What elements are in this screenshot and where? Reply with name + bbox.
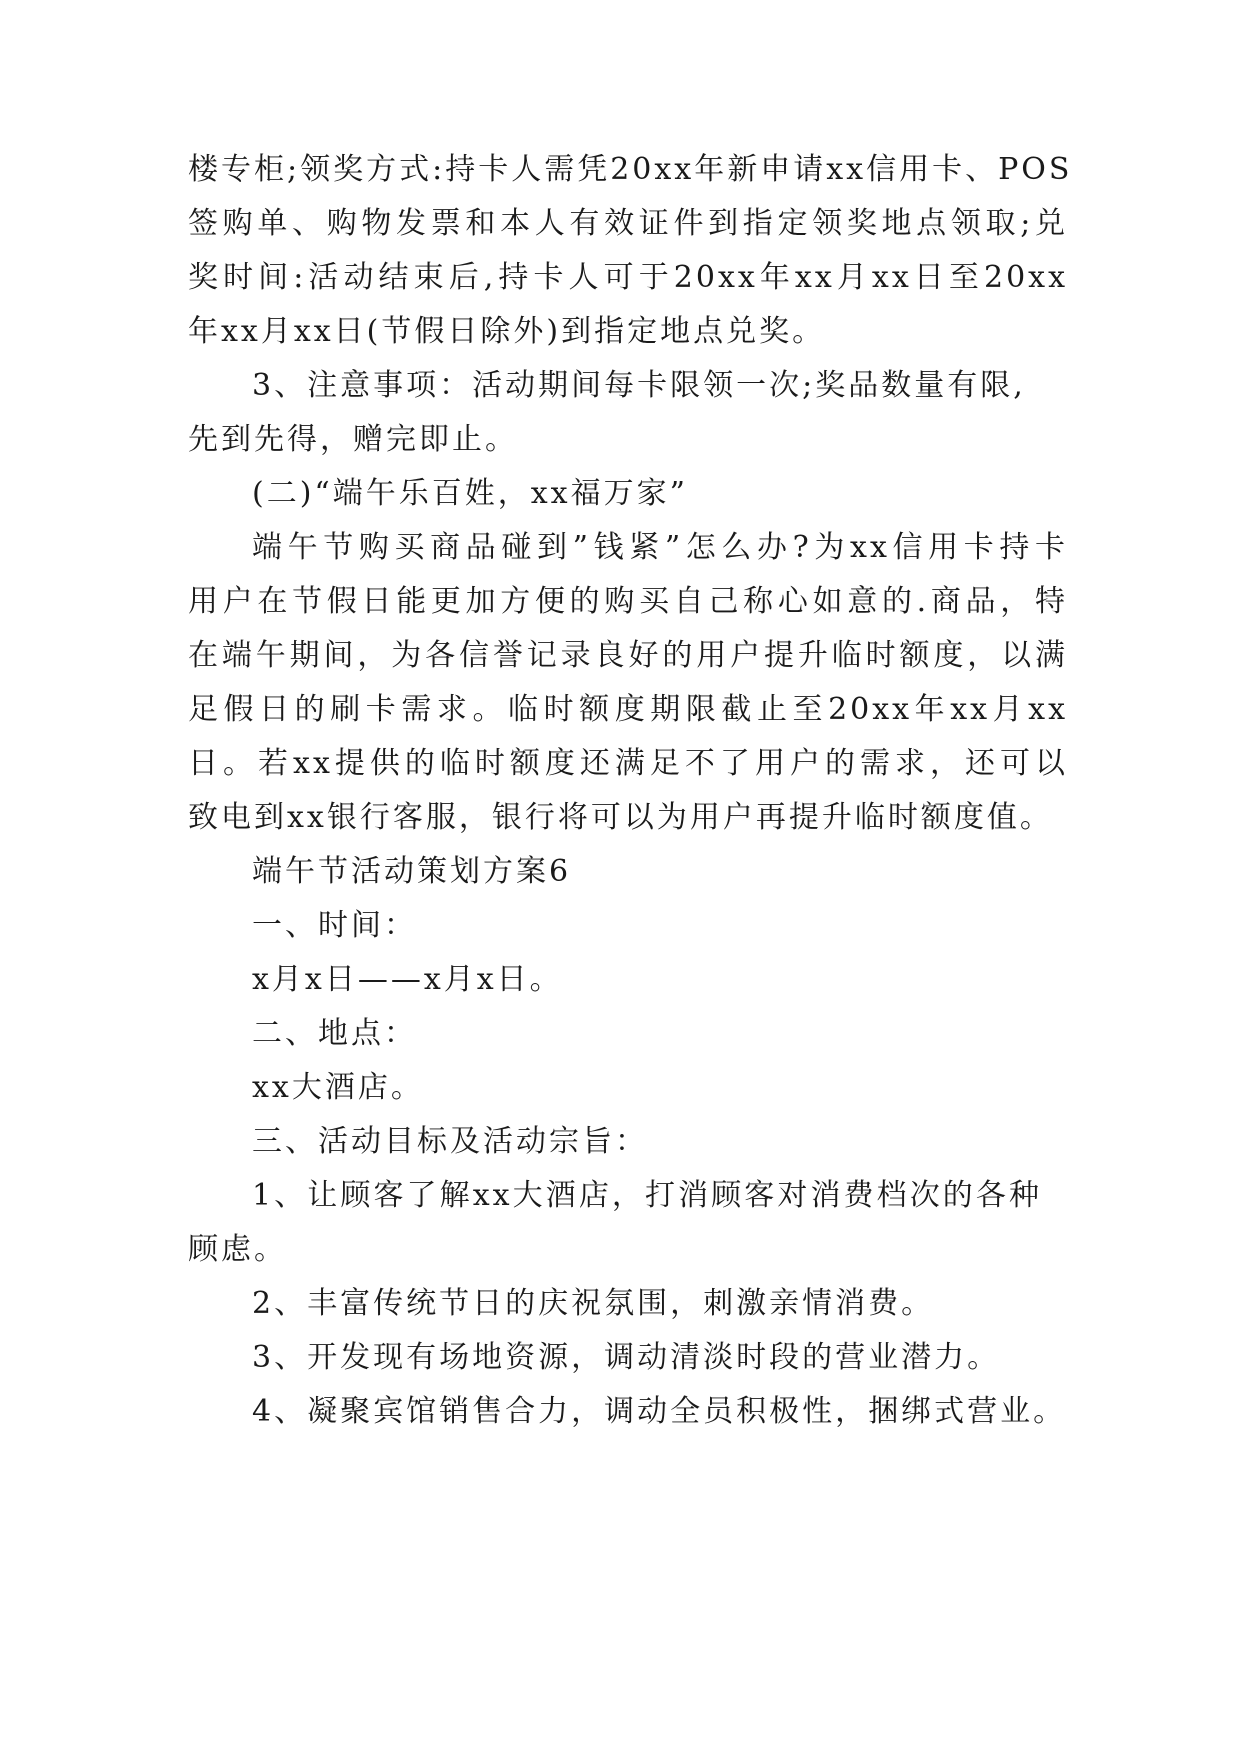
text-line: 奖时间:活动结束后,持卡人可于20xx年xx月xx日至20xx xyxy=(188,260,1068,295)
text-line: 用户在节假日能更加方便的购买自己称心如意的.商品，特 xyxy=(188,584,1068,619)
text-line: xx大酒店。 xyxy=(252,1070,424,1105)
text-line: 年xx月xx日(节假日除外)到指定地点兑奖。 xyxy=(188,314,826,349)
section-heading: 端午节活动策划方案6 xyxy=(252,854,572,889)
text-line: 先到先得，赠完即止。 xyxy=(188,422,518,457)
text-line: 1、让顾客了解xx大酒店，打消顾客对消费档次的各种 xyxy=(252,1178,1042,1213)
text-line: 2、丰富传统节日的庆祝氛围，刺激亲情消费。 xyxy=(252,1286,935,1321)
text-line: 致电到xx银行客服，银行将可以为用户再提升临时额度值。 xyxy=(188,800,1053,835)
section-heading: (二)“端午乐百姓，xx福万家” xyxy=(252,476,688,511)
text-line: 日。若xx提供的临时额度还满足不了用户的需求，还可以 xyxy=(188,746,1068,781)
text-line: 一、时间： xyxy=(252,908,417,943)
text-line: x月x日——x月x日。 xyxy=(252,962,563,997)
text-line: 楼专柜;领奖方式:持卡人需凭20xx年新申请xx信用卡、POS xyxy=(188,152,1073,187)
text-line: 在端午期间，为各信誉记录良好的用户提升临时额度，以满 xyxy=(188,638,1068,673)
text-line: 3、注意事项：活动期间每卡限领一次;奖品数量有限, xyxy=(252,368,1026,403)
text-line: 端午节购买商品碰到”钱紧”怎么办?为xx信用卡持卡 xyxy=(252,530,1068,565)
text-line: 4、凝聚宾馆销售合力，调动全员积极性，捆绑式营业。 xyxy=(252,1394,1067,1429)
text-line: 3、开发现有场地资源，调动清淡时段的营业潜力。 xyxy=(252,1340,1001,1375)
text-line: 签购单、购物发票和本人有效证件到指定领奖地点领取;兑 xyxy=(188,206,1068,241)
text-line: 顾虑。 xyxy=(188,1232,287,1267)
text-line: 三、活动目标及活动宗旨： xyxy=(252,1124,648,1159)
text-line: 足假日的刷卡需求。临时额度期限截止至20xx年xx月xx xyxy=(188,692,1068,727)
text-line: 二、地点： xyxy=(252,1016,417,1051)
